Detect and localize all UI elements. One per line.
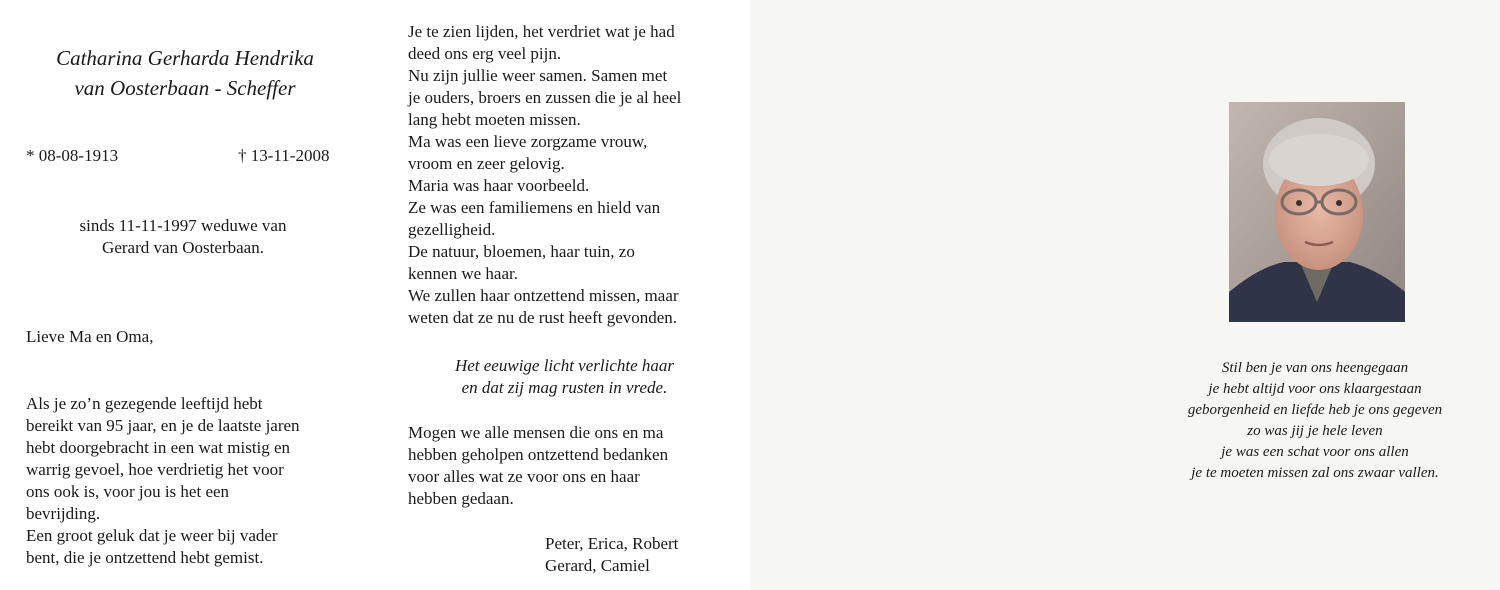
poem-line: zo was jij je hele leven	[1247, 423, 1383, 439]
signature-line: Gerard, Camiel	[545, 556, 650, 575]
text-line: Mogen we alle mensen die ons en ma	[408, 423, 664, 442]
text-line: Ze was een familiemens en hield van	[408, 198, 661, 217]
deceased-name-line2: van Oosterbaan - Scheffer	[74, 76, 296, 100]
poem-line: je te moeten missen zal ons zwaar vallen.	[1191, 465, 1439, 481]
text-line: Maria was haar voorbeeld.	[408, 176, 590, 195]
text-line: bereikt van 95 jaar, en je de laatste jaren	[26, 416, 300, 435]
text-line: hebben gedaan.	[408, 489, 514, 508]
poem-line: je was een schat voor ons allen	[1221, 444, 1409, 460]
widow-line1: sinds 11-11-1997 weduwe van	[79, 216, 287, 235]
prayer-line: Het eeuwige licht verlichte haar	[454, 356, 675, 375]
text-line: gezelligheid.	[408, 220, 496, 239]
deceased-name-line1: Catharina Gerharda Hendrika	[56, 46, 314, 70]
poem-line: geborgenheid en liefde heb je ons gegeven	[1187, 402, 1443, 418]
text-line: hebt doorgebracht in een wat mistig en	[26, 438, 291, 457]
poem-line: Stil ben je van ons heengegaan	[1221, 360, 1409, 376]
poem-line: je hebt altijd voor ons klaargestaan	[1208, 381, 1422, 397]
text-line: ons ook is, voor jou is het een	[26, 482, 230, 501]
salutation: Lieve Ma en Oma,	[26, 327, 154, 346]
text-line: Een groot geluk dat je weer bij vader	[26, 526, 278, 545]
text-line: We zullen haar ontzettend missen, maar	[408, 286, 679, 305]
prayer-verse	[408, 355, 721, 399]
text-line: voor alles wat ze voor ons en haar	[408, 467, 640, 486]
thanks-paragraph	[408, 422, 668, 510]
text-line: Nu zijn jullie weer samen. Samen met	[408, 66, 668, 85]
text-line: De natuur, bloemen, haar tuin, zo	[408, 242, 635, 261]
letter-left-paragraph	[26, 393, 300, 569]
prayer-line: en dat zij mag rusten in vrede.	[461, 378, 668, 397]
family-signature	[545, 533, 678, 577]
text-line: vroom en zeer gelovig.	[408, 154, 565, 173]
text-line: weten dat ze nu de rust heeft gevonden.	[408, 308, 678, 327]
birth-date: * 08-08-1913	[26, 146, 119, 165]
text-line: warrig gevoel, hoe verdrietig het voor	[26, 460, 284, 479]
portrait-photo	[1229, 102, 1405, 322]
letter-middle-paragraph	[408, 21, 681, 329]
death-date: † 13-11-2008	[238, 146, 330, 165]
widow-line2: Gerard van Oosterbaan.	[102, 238, 264, 257]
text-line: Je te zien lijden, het verdriet wat je had	[408, 22, 675, 41]
signature-line: Peter, Erica, Robert	[545, 534, 679, 553]
memorial-poem	[1140, 358, 1490, 484]
text-line: bevrijding.	[26, 504, 101, 523]
text-line: kennen we haar.	[408, 264, 518, 283]
text-line: Ma was een lieve zorgzame vrouw,	[408, 132, 648, 151]
text-line: hebben geholpen ontzettend bedanken	[408, 445, 669, 464]
text-line: deed ons erg veel pijn.	[408, 44, 562, 63]
text-line: je ouders, broers en zussen die je al heel	[408, 88, 682, 107]
text-line: lang hebt moeten missen.	[408, 110, 581, 129]
text-line: Als je zo’n gezegende leeftijd hebt	[26, 394, 263, 413]
text-line: bent, die je ontzettend hebt gemist.	[26, 548, 264, 567]
